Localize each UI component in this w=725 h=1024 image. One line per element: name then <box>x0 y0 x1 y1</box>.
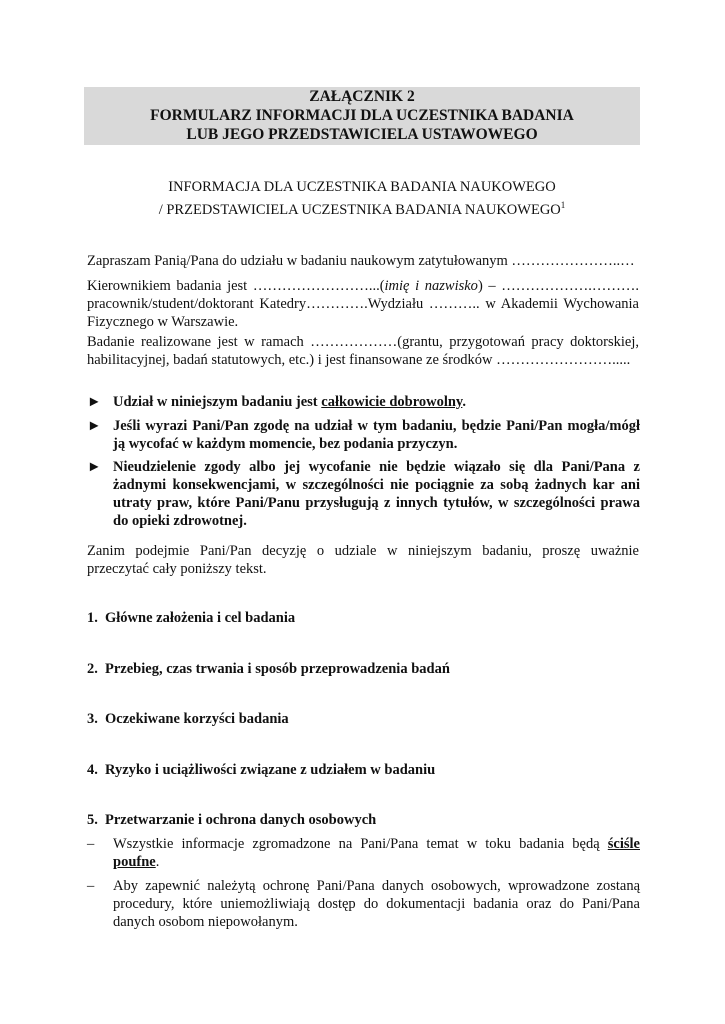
section-number: 1. <box>87 610 98 626</box>
section-number: 2. <box>87 661 98 677</box>
intro-paragraph-1 <box>87 252 639 270</box>
form-title-line-2: LUB JEGO PRZEDSTAWICIELA USTAWOWEGO <box>186 126 538 143</box>
section-title: Przetwarzanie i ochrona danych osobowych <box>105 812 377 828</box>
section-heading-4 <box>87 761 435 779</box>
intro-paragraph-2 <box>87 277 639 331</box>
form-title-line-1: FORMULARZ INFORMACJI DLA UCZESTNIKA BADANIA <box>150 107 574 124</box>
arrow-bullet-icon: ► <box>87 459 102 475</box>
section-heading-5 <box>87 811 376 829</box>
data-protection-item-2 <box>87 877 640 931</box>
intro-paragraph-4-line-1: Zanim podejmie Pani/Pan decyzję o udziale w niniejszym badaniu, proszę uważnie <box>87 543 639 559</box>
key-point-1-text <box>113 393 640 411</box>
section-title: Główne założenia i cel badania <box>105 610 296 626</box>
section-heading-3 <box>87 710 289 728</box>
intro-paragraph-4 <box>87 542 639 578</box>
intro-paragraph-1-text: Zapraszam Panią/Pana do udziału w badaniu naukowym zatytułowanym …………………..… <box>87 253 635 269</box>
italic-segment: imię i nazwisko <box>384 278 478 294</box>
intro-paragraph-3-line-1: Badanie realizowane jest w ramach ………………(grantu, przygotowań pracy doktorskiej, <box>87 334 639 350</box>
dash-bullet-icon: – <box>87 836 95 852</box>
underlined-segment: całkowicie dobrowolny <box>321 394 463 410</box>
footnote-mark: 1 <box>560 200 566 210</box>
key-point-2 <box>87 417 640 453</box>
dash-bullet-icon: – <box>87 878 95 894</box>
intro-paragraph-3 <box>87 333 639 369</box>
intro-paragraph-2-line-2: pracownik/student/doktorant Katedry………….Wydziału ……….. w Akademii Wychowania <box>87 296 639 312</box>
title-block <box>84 87 640 145</box>
subheader-line-2 <box>84 196 640 219</box>
text-segment: Udział w niniejszym badaniu jest <box>113 394 322 410</box>
data-protection-item-2-text: Aby zapewnić należytą ochronę Pani/Pana danych osobowych, wprowadzone zostaną procedury, które uniemożliwiają dostęp do dokumentacji badania oraz do Pani/Pana danych osobom niepowołanym. <box>113 878 640 930</box>
section-title: Ryzyko i uciążliwości związane z udziałem w badaniu <box>105 762 436 778</box>
emphasized-segment: ściśle poufne <box>113 836 640 870</box>
intro-paragraph-4-line-2: przeczytać cały poniższy tekst. <box>87 561 267 577</box>
text-segment: ) – ……………….………. <box>477 278 639 294</box>
section-title: Oczekiwane korzyści badania <box>105 711 289 727</box>
intro-paragraph-2-line-3: Fizycznego w Warszawie. <box>87 314 239 330</box>
key-point-3-text: Nieudzielenie zgody albo jej wycofanie nie będzie wiązało się dla Pani/Pana z żadnymi konsekwencjami, w szczególności nie pociągnie za sobą żadnych kar ani utraty praw, które Pani/Panu przysługują z innych tytułów, w szczególności prawa do opieki zdrowotnej. <box>113 459 640 529</box>
text-segment: . <box>462 394 467 410</box>
section-heading-2 <box>87 660 450 678</box>
attachment-title: ZAŁĄCZNIK 2 <box>309 88 415 105</box>
text-segment: . <box>155 854 160 870</box>
section-number: 4. <box>87 762 98 778</box>
intro-paragraph-2-line-1 <box>87 277 639 295</box>
text-segment: Kierownikiem badania jest ……………………...( <box>87 278 385 294</box>
data-protection-item-1 <box>87 835 640 871</box>
subheader <box>84 178 640 219</box>
text-segment: Wszystkie informacje zgromadzone na Pani/Pana temat w toku badania będą <box>113 836 608 852</box>
section-title: Przebieg, czas trwania i sposób przeprowadzenia badań <box>105 661 450 677</box>
arrow-bullet-icon: ► <box>87 394 102 410</box>
subheader-line-1: INFORMACJA DLA UCZESTNIKA BADANIA NAUKOWEGO <box>168 179 556 195</box>
section-number: 5. <box>87 812 98 828</box>
section-heading-1 <box>87 609 295 627</box>
arrow-bullet-icon: ► <box>87 418 102 434</box>
intro-paragraph-3-line-2: habilitacyjnej, badań statutowych, etc.) i jest finansowane ze środków ……………………..... <box>87 352 631 368</box>
section-number: 3. <box>87 711 98 727</box>
key-point-1 <box>87 393 640 411</box>
data-protection-item-1-text <box>113 835 640 871</box>
subheader-line-2-text: / PRZEDSTAWICIELA UCZESTNIKA BADANIA NAUKOWEGO <box>158 201 561 218</box>
key-point-3 <box>87 458 640 530</box>
key-point-2-text: Jeśli wyrazi Pani/Pan zgodę na udział w tym badaniu, będzie Pani/Pan mogła/mógł ją wycofać w każdym momencie, bez podania przyczyn. <box>113 418 640 452</box>
